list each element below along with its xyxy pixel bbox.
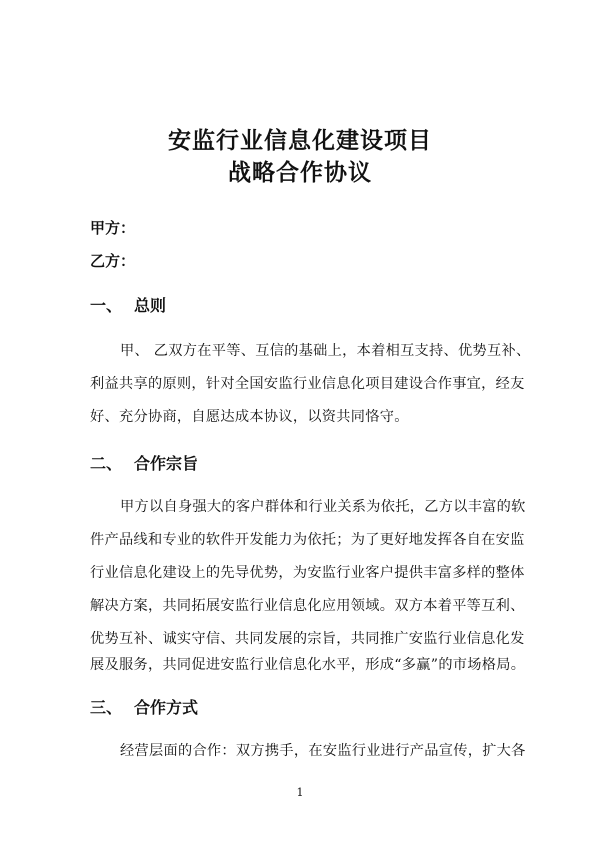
party-a-label: 甲方： [90,219,136,237]
party-b-label: 乙方： [90,252,136,270]
paragraph-line: 件产品线和专业的软件开发能力为依托；为了更好地发挥各自在安监 [90,532,525,548]
section-heading-general [90,293,166,316]
section-number: 三、 [90,698,123,717]
section-title: 总则 [134,296,167,315]
paragraph-line: 利益共享的原则，针对全国安监行业信息化项目建设合作事宜，经友 [90,376,525,392]
section-heading-method [90,695,198,718]
paragraph-line: 好、充分协商，自愿达成本协议，以资共同恪守。 [90,409,409,425]
section-number: 一、 [90,296,123,315]
paragraph-line: 解决方案，共同拓展安监行业信息化应用领域。双方本着平等互利、 [90,598,525,614]
paragraph-line: 优势互补、诚实守信、共同发展的宗旨，共同推广安监行业信息化发 [90,631,525,647]
section-heading-purpose [90,451,198,474]
paragraph-line: 行业信息化建设上的先导优势，为安监行业客户提供丰富多样的整体 [90,565,525,581]
document-title-line-2: 战略合作协议 [228,160,372,186]
section-number: 二、 [90,454,123,473]
paragraph-line: 经营层面的合作：双方携手，在安监行业进行产品宣传，扩大各 [120,743,526,759]
paragraph-line: 展及服务，共同促进安监行业信息化水平，形成“多赢”的市场格局。 [90,657,526,673]
section-title: 合作宗旨 [134,454,199,473]
page-number: 1 [296,786,304,799]
document-title-line-1: 安监行业信息化建设项目 [168,128,432,154]
section-title: 合作方式 [134,698,199,717]
paragraph-line: 甲方以自身强大的客户群体和行业关系为依托，乙方以丰富的软 [120,499,526,515]
paragraph-line: 甲、 乙双方在平等、互信的基础上，本着相互支持、优势互补、 [120,343,531,359]
